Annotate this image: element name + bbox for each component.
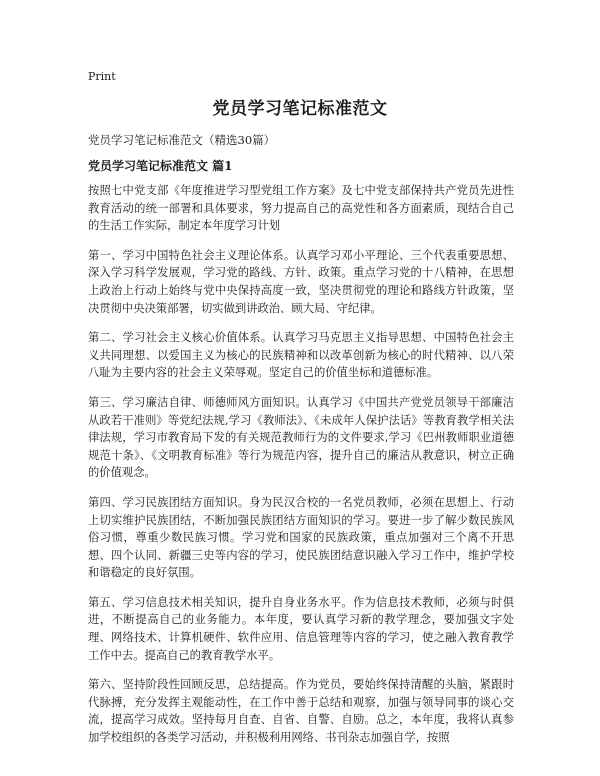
paragraph-intro: 按照七中党支部《年度推进学习型党组工作方案》及七中党支部保持共产党员先进性教育活动的统一部署和具体要求，努力提高自己的高党性和各方面素质，现结合自己的生活工作实际，制定本年度学习计划 (88, 184, 514, 233)
paragraph-6: 第六、坚持阶段性回顾反思，总结提高。作为党员，要始终保持清醒的头脑，紧跟时代脉搏，充分发挥主观能动性，在工作中善于总结和观察，加强与领导同事的谈心交流，提高学习成效。坚持每月自查、自省、自警、自励。总之，本年度，我将认真参加学校组织的各类学习活动，并积极利用网络、书刊杂志加强自学，按照 (88, 678, 514, 745)
section-heading: 党员学习笔记标准范文 篇1 (88, 159, 233, 173)
document-subtitle: 党员学习笔记标准范文（精选30篇） (88, 133, 276, 147)
article-body (88, 182, 514, 759)
document-page (86, 0, 514, 776)
paragraph-3: 第三、学习廉洁自律、师德师风方面知识。认真学习《中国共产党党员领导干部廉洁从政若干准则》等党纪法规,学习《教师法》、《未成年人保护法话》等教育教学相关法律法规，学习市教育局下发的有关规范教师行为的文件要求,学习《巴州教师职业道德规范十条》、《文明教育标准》等行为规范内容，提升自己的廉洁从教意识，树立正确的价值观念。 (88, 395, 514, 480)
page-title: 党员学习笔记标准范文 (212, 99, 388, 119)
print-link[interactable]: Print (88, 70, 116, 83)
paragraph-5: 第五、学习信息技术相关知识，提升自身业务水平。作为信息技术教师，必须与时俱进，不断提高自己的业务能力。本年度，要认真学习新的教学理念，要加强文字处理、网络技术、计算机硬件、软件应用、信息管理等内容的学习，使之融入教育教学工作中去。提高自己的教育教学水平。 (88, 595, 514, 662)
paragraph-4: 第四、学习民族团结方面知识。身为民汉合校的一名党员教师，必须在思想上、行动上切实维护民族团结，不断加强民族团结方面知识的学习。要进一步了解少数民族风俗习惯，尊重少数民族习惯。学习党和国家的民族政策，重点加强对三个离不开思想、四个认同、新疆三史等内容的学习，使民族团结意识融入学习工作中，维护学校和谐稳定的良好氛围。 (88, 495, 514, 580)
paragraph-2: 第二、学习社会主义核心价值体系。认真学习马克思主义指导思想、中国特色社会主义共同理想、以爱国主义为核心的民族精神和以改革创新为核心的时代精神、以八荣八耻为主要内容的社会主义荣辱观。坚定自己的价值坐标和道德标准。 (88, 331, 514, 380)
paragraph-1: 第一、学习中国特色社会主义理论体系。认真学习邓小平理论、三个代表重要思想、深入学习科学发展观，学习党的路线、方针、政策。重点学习党的十八精神，在思想上政治上行动上始终与党中央保持高度一致，坚决贯彻党的理论和路线方针政策，坚决贯彻中央决策部署，切实做到讲政治、顾大局、守纪律。 (88, 248, 514, 315)
